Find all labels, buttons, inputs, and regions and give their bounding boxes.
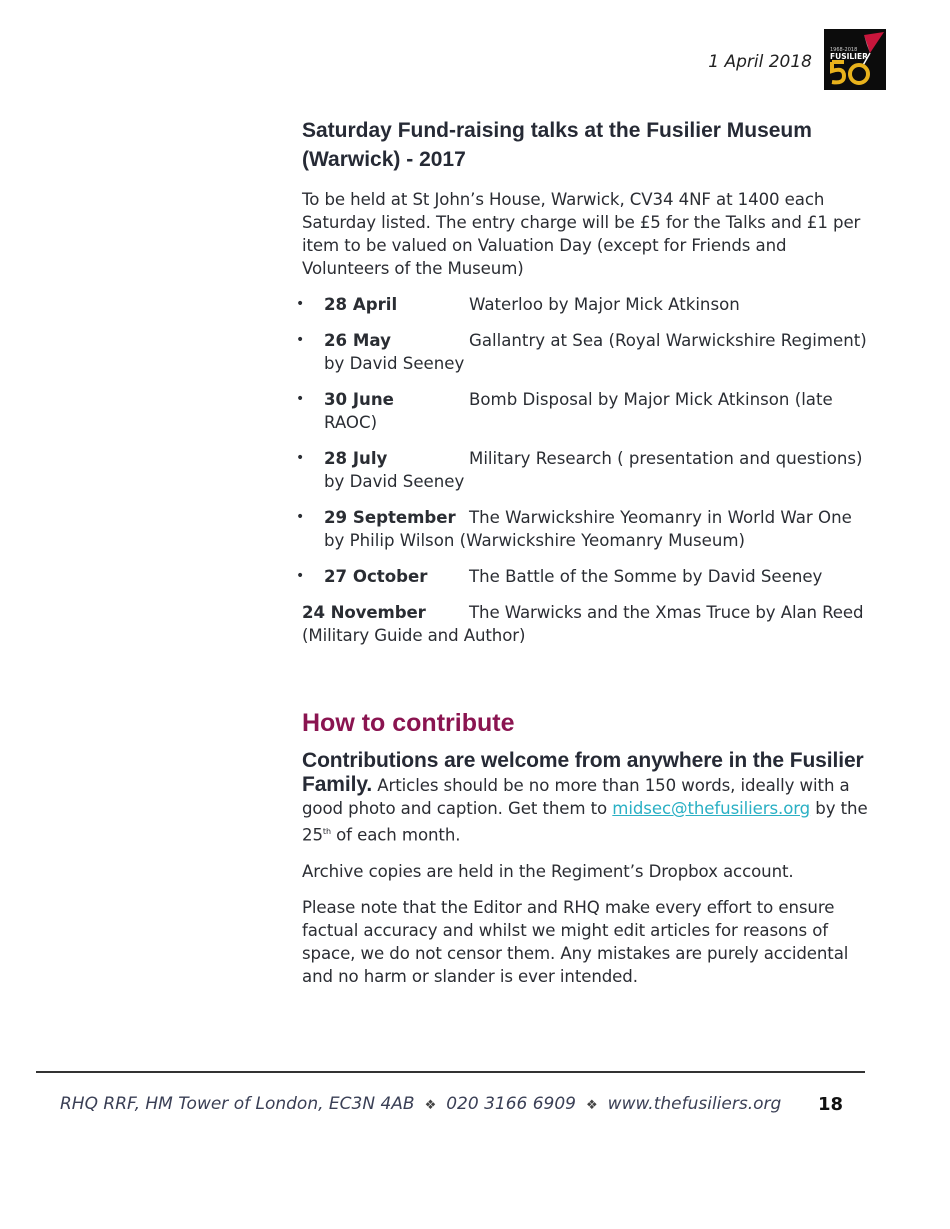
talk-description: Bomb Disposal by Major Mick Atkinson (late RAOC) xyxy=(324,390,833,432)
bullet-icon: • xyxy=(296,450,305,466)
page-number: 18 xyxy=(818,1094,844,1115)
talk-date: 28 July xyxy=(324,449,388,468)
talk-date: 26 May xyxy=(324,331,391,350)
bullet-icon: • xyxy=(296,568,305,584)
talk-date: 27 October xyxy=(324,567,428,586)
deadline-text: by the 25 xyxy=(302,799,868,845)
issue-date: 1 April 2018 xyxy=(708,52,812,72)
footer-website: www.thefusiliers.org xyxy=(607,1094,782,1114)
deadline-text-end: of each month. xyxy=(330,825,461,845)
talk-description: The Battle of the Somme by David Seeney xyxy=(469,567,823,586)
ordinal-suffix: th xyxy=(322,827,331,836)
contribute-text: Articles should be no more than 150 words, ideally with a good photo and caption. Get them to xyxy=(302,776,850,818)
article-column xyxy=(296,116,872,1001)
talk-item-final xyxy=(302,601,872,647)
talks-heading: Saturday Fund-raising talks at the Fusilier Museum (Warwick) - 2017 xyxy=(302,119,812,171)
bullet-icon: • xyxy=(296,296,305,312)
svg-text:FUSILIER: FUSILIER xyxy=(830,52,868,61)
email-link[interactable]: midsec@thefusiliers.org xyxy=(612,799,811,818)
talks-intro: To be held at St John’s House, Warwick, CV34 4NF at 1400 each Saturday listed. The entry charge will be £5 for the Talks and £1 per item to be valued on Valuation Day (except for Friends and Volunteers of the Museum) xyxy=(302,190,861,278)
talk-description: Gallantry at Sea (Royal Warwickshire Regiment) by David Seeney xyxy=(324,331,867,373)
talk-date: 24 November xyxy=(302,603,426,622)
talk-description: Waterloo by Major Mick Atkinson xyxy=(469,295,740,314)
talk-item xyxy=(296,506,872,552)
footer-phone: 020 3166 6909 xyxy=(446,1094,577,1114)
talk-date: 28 April xyxy=(324,295,398,314)
talk-item xyxy=(296,329,872,375)
talk-description: Military Research ( presentation and questions) by David Seeney xyxy=(324,449,863,491)
separator-icon: ❖ xyxy=(586,1098,598,1113)
talk-description: The Warwicks and the Xmas Truce by Alan Reed (Military Guide and Author) xyxy=(302,603,864,645)
fusilier-50-logo xyxy=(824,29,886,90)
svg-text:1968-2018: 1968-2018 xyxy=(830,47,858,53)
footer-divider xyxy=(36,1071,865,1073)
talk-date: 30 June xyxy=(324,390,394,409)
talk-date: 29 September xyxy=(324,508,456,527)
archive-note: Archive copies are held in the Regiment’s Dropbox account. xyxy=(302,861,794,881)
talk-description: The Warwickshire Yeomanry in World War One by Philip Wilson (Warwickshire Yeomanry Museum) xyxy=(324,508,852,550)
talk-item xyxy=(296,388,872,434)
bullet-icon: • xyxy=(296,509,305,525)
talk-item xyxy=(296,565,872,588)
footer-contact xyxy=(60,1094,781,1114)
disclaimer: Please note that the Editor and RHQ make every effort to ensure factual accuracy and whilst we might edit articles for reasons of space, we do not censor them. Any mistakes are purely accidental and no harm or slander is ever intended. xyxy=(302,897,849,986)
footer-address: RHQ RRF, HM Tower of London, EC3N 4AB xyxy=(60,1094,415,1114)
contribute-body xyxy=(302,749,872,847)
fusilier-50-logo-icon xyxy=(824,29,886,90)
separator-icon: ❖ xyxy=(424,1098,437,1113)
bullet-icon: • xyxy=(296,332,305,348)
contribute-lead: Contributions are welcome from anywhere in the Fusilier Family. xyxy=(302,749,864,796)
talk-item xyxy=(296,293,872,316)
contribute-heading: How to contribute xyxy=(302,709,515,737)
talks-list xyxy=(296,293,872,588)
talk-item xyxy=(296,447,872,493)
bullet-icon: • xyxy=(296,391,305,407)
